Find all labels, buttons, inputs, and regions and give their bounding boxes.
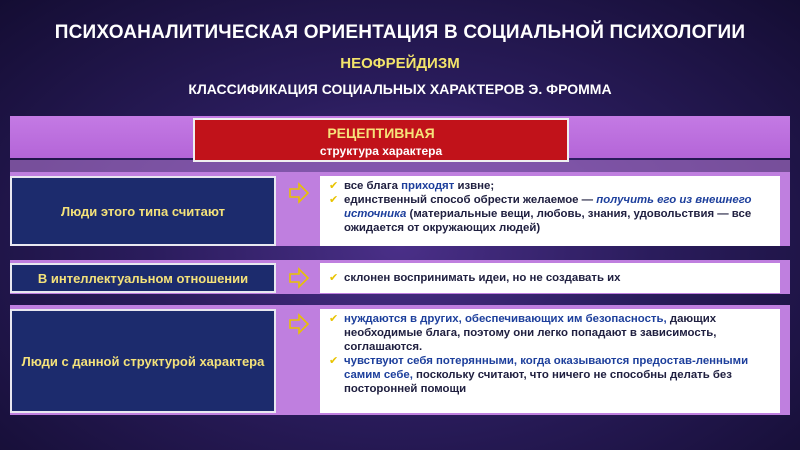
row-label-box — [10, 263, 276, 293]
row-label: Люди с данной структурой характера — [21, 353, 265, 369]
bullet-text-end: дающих необходимые блага, поэтому они легко попадают в зависимость, соглашаются. — [344, 313, 717, 353]
check-icon: ✔ — [329, 355, 339, 367]
right-arrow-icon — [288, 182, 310, 204]
row-2 — [10, 263, 790, 293]
bullet-item — [329, 179, 772, 193]
row-content-box — [320, 263, 780, 293]
row-label: Люди этого типа считают — [60, 203, 226, 219]
character-type-subtitle: структура характера — [319, 144, 443, 158]
page-subtitle: НЕОФРЕЙДИЗМ — [340, 55, 460, 72]
check-icon: ✔ — [329, 313, 339, 325]
page-subtitle-secondary: КЛАССИФИКАЦИЯ СОЦИАЛЬНЫХ ХАРАКТЕРОВ Э. ФРОММА — [188, 81, 612, 97]
right-arrow-icon — [288, 313, 310, 335]
bullet-emphasis: получить его из внешнего источника — [344, 194, 752, 220]
character-type-title: РЕЦЕПТИВНАЯ — [327, 125, 435, 141]
right-arrow-icon — [288, 267, 310, 289]
bullet-highlight: чувствуют себя потерянными, когда оказываются предостав-ленными самим себе, — [344, 355, 749, 381]
row-3 — [10, 309, 790, 413]
row-label: В интеллектуальном отношении — [37, 270, 249, 286]
bullet-item — [329, 354, 772, 396]
character-type-box — [193, 118, 569, 162]
bullet-text-end: поскольку считают, что ничего не способны делать без посторонней помощи — [344, 369, 732, 395]
bullet-highlight: нуждаются в других, обеспечивающих им безопасность, — [344, 313, 667, 325]
check-icon: ✔ — [329, 194, 339, 206]
page-title: ПСИХОАНАЛИТИЧЕСКАЯ ОРИЕНТАЦИЯ В СОЦИАЛЬНОЙ ПСИХОЛОГИИ — [54, 22, 746, 43]
bullet-text: все блага — [344, 180, 402, 192]
bullet-text-end: извне; — [454, 180, 495, 192]
bullet-text-end: (материальные вещи, любовь, знания, удовольствия — все ожидается от окружающих людей) — [344, 208, 752, 234]
row-content-box — [320, 176, 780, 246]
row-label-box — [10, 176, 276, 246]
bullet-item — [329, 193, 772, 235]
row-label-box — [10, 309, 276, 413]
bullet-text: единственный способ обрести желаемое — — [344, 194, 597, 206]
check-icon: ✔ — [329, 180, 339, 192]
row-content-box — [320, 309, 780, 413]
bullet-text: склонен воспринимать идеи, но не создавать их — [344, 272, 621, 284]
check-icon: ✔ — [329, 272, 339, 284]
bullet-item — [329, 312, 772, 354]
row-1 — [10, 176, 790, 246]
bullet-highlight: приходят — [401, 180, 455, 192]
bullet-item — [329, 271, 772, 285]
